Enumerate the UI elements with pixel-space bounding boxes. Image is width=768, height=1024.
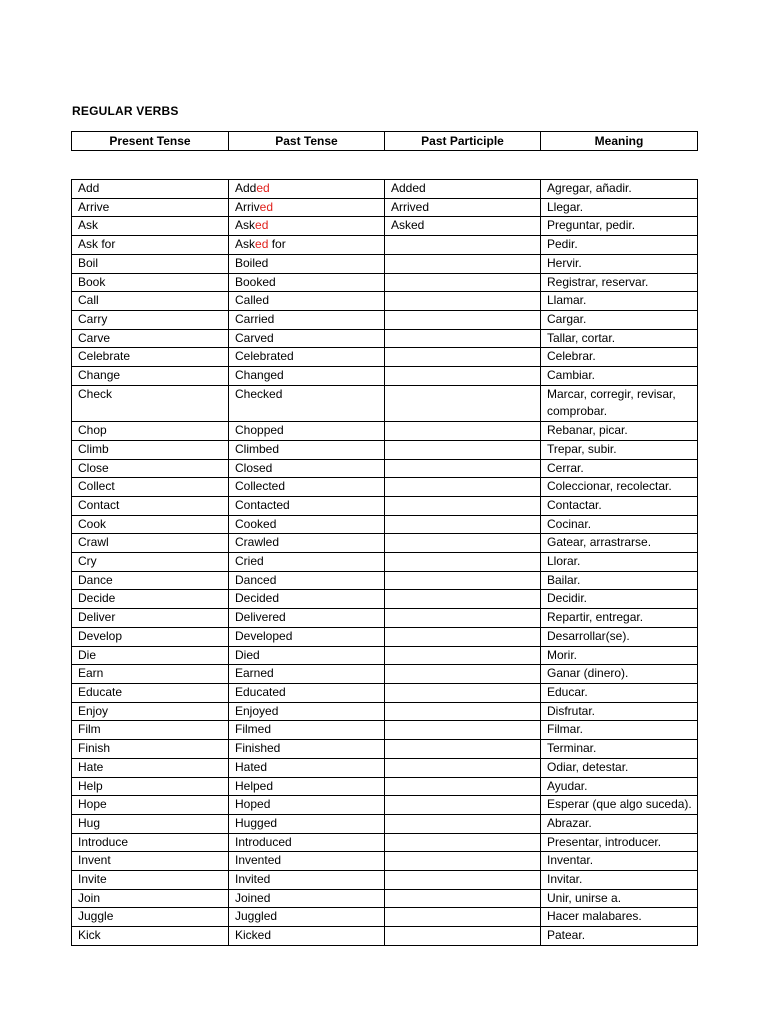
past-participle-cell bbox=[385, 796, 541, 815]
meaning-cell: Disfrutar. bbox=[541, 702, 698, 721]
table-row bbox=[72, 292, 698, 311]
table-row bbox=[72, 385, 698, 421]
table-row bbox=[72, 440, 698, 459]
present-tense-cell: Introduce bbox=[72, 833, 229, 852]
past-tense-stem: Developed bbox=[235, 628, 293, 643]
table-row bbox=[72, 683, 698, 702]
past-participle-cell bbox=[385, 627, 541, 646]
present-tense-cell: Educate bbox=[72, 683, 229, 702]
meaning-cell: Presentar, introducer. bbox=[541, 833, 698, 852]
meaning-cell: Bailar. bbox=[541, 571, 698, 590]
past-tense-stem: Add bbox=[235, 181, 257, 195]
table-row bbox=[72, 254, 698, 273]
present-tense-cell: Chop bbox=[72, 422, 229, 441]
past-participle-cell bbox=[385, 852, 541, 871]
past-participle-cell bbox=[385, 422, 541, 441]
past-tense-cell bbox=[229, 665, 385, 684]
present-tense-cell: Check bbox=[72, 385, 229, 421]
past-participle-cell: Asked bbox=[385, 217, 541, 236]
past-tense-cell bbox=[229, 198, 385, 217]
table-row bbox=[72, 571, 698, 590]
past-tense-stem: Finished bbox=[235, 741, 281, 756]
past-tense-cell bbox=[229, 348, 385, 367]
past-tense-cell bbox=[229, 740, 385, 759]
past-tense-stem: Collected bbox=[235, 479, 286, 494]
past-tense-stem: Invited bbox=[235, 872, 271, 887]
past-tense-stem: Climbed bbox=[235, 441, 280, 456]
table-row bbox=[72, 646, 698, 665]
present-tense-cell: Call bbox=[72, 292, 229, 311]
present-tense-cell: Hug bbox=[72, 814, 229, 833]
meaning-cell: Llorar. bbox=[541, 553, 698, 572]
present-tense-cell: Cook bbox=[72, 515, 229, 534]
present-tense-cell: Climb bbox=[72, 440, 229, 459]
table-row bbox=[72, 217, 698, 236]
past-tense-stem: Checked bbox=[235, 386, 283, 401]
past-participle-cell bbox=[385, 440, 541, 459]
meaning-cell: Contactar. bbox=[541, 496, 698, 515]
present-tense-cell: Book bbox=[72, 273, 229, 292]
document-title: REGULAR VERBS bbox=[72, 104, 179, 118]
past-tense-cell bbox=[229, 833, 385, 852]
meaning-cell: Cocinar. bbox=[541, 515, 698, 534]
meaning-cell: Coleccionar, recolectar. bbox=[541, 478, 698, 497]
meaning-cell: Esperar (que algo suceda). bbox=[541, 796, 698, 815]
meaning-cell: Ayudar. bbox=[541, 777, 698, 796]
table-row bbox=[72, 665, 698, 684]
past-tense-cell bbox=[229, 367, 385, 386]
meaning-cell: Registrar, reservar. bbox=[541, 273, 698, 292]
past-participle-cell bbox=[385, 367, 541, 386]
table-row bbox=[72, 758, 698, 777]
past-participle-cell: Added bbox=[385, 180, 541, 199]
meaning-cell: Patear. bbox=[541, 927, 698, 946]
present-tense-cell: Enjoy bbox=[72, 702, 229, 721]
past-tense-stem: Arriv bbox=[235, 199, 260, 214]
past-tense-stem: Invented bbox=[235, 853, 282, 868]
present-tense-cell: Decide bbox=[72, 590, 229, 609]
past-tense-stem: Filmed bbox=[235, 722, 272, 737]
present-tense-cell: Collect bbox=[72, 478, 229, 497]
past-participle-cell bbox=[385, 273, 541, 292]
table-row bbox=[72, 702, 698, 721]
past-participle-cell bbox=[385, 777, 541, 796]
table-row bbox=[72, 889, 698, 908]
header-past-tense: Past Tense bbox=[229, 132, 385, 151]
present-tense-cell: Celebrate bbox=[72, 348, 229, 367]
past-tense-stem: Danced bbox=[235, 572, 277, 587]
meaning-cell: Hacer malabares. bbox=[541, 908, 698, 927]
past-tense-stem: Kicked bbox=[235, 928, 272, 943]
meaning-cell: Cargar. bbox=[541, 310, 698, 329]
table-row bbox=[72, 833, 698, 852]
table-row bbox=[72, 459, 698, 478]
past-participle-cell bbox=[385, 571, 541, 590]
verb-table bbox=[71, 179, 698, 946]
past-participle-cell bbox=[385, 534, 541, 553]
present-tense-cell: Juggle bbox=[72, 908, 229, 927]
table-row bbox=[72, 329, 698, 348]
past-participle-cell bbox=[385, 646, 541, 665]
meaning-cell: Odiar, detestar. bbox=[541, 758, 698, 777]
present-tense-cell: Help bbox=[72, 777, 229, 796]
past-tense-stem: Chopped bbox=[235, 423, 284, 438]
past-participle-cell bbox=[385, 590, 541, 609]
table-row bbox=[72, 553, 698, 572]
past-tense-cell bbox=[229, 814, 385, 833]
past-tense-cell bbox=[229, 702, 385, 721]
table-row bbox=[72, 515, 698, 534]
meaning-cell: Morir. bbox=[541, 646, 698, 665]
past-tense-cell bbox=[229, 927, 385, 946]
past-tense-stem: Hugged bbox=[235, 815, 278, 830]
table-row bbox=[72, 478, 698, 497]
past-participle-cell bbox=[385, 553, 541, 572]
past-tense-cell bbox=[229, 292, 385, 311]
past-tense-stem: Changed bbox=[235, 368, 284, 383]
table-row bbox=[72, 740, 698, 759]
present-tense-cell: Crawl bbox=[72, 534, 229, 553]
past-participle-cell bbox=[385, 871, 541, 890]
meaning-cell: Invitar. bbox=[541, 871, 698, 890]
past-tense-stem: Delivered bbox=[235, 610, 286, 625]
past-tense-cell bbox=[229, 889, 385, 908]
meaning-cell: Llamar. bbox=[541, 292, 698, 311]
table-row bbox=[72, 908, 698, 927]
past-tense-stem: Celebrated bbox=[235, 349, 294, 364]
present-tense-cell: Change bbox=[72, 367, 229, 386]
table-row bbox=[72, 496, 698, 515]
header-present-tense: Present Tense bbox=[72, 132, 229, 151]
meaning-cell: Rebanar, picar. bbox=[541, 422, 698, 441]
past-participle-cell bbox=[385, 236, 541, 255]
past-tense-stem: Cooked bbox=[235, 516, 277, 531]
present-tense-cell: Join bbox=[72, 889, 229, 908]
past-tense-stem: Earned bbox=[235, 666, 274, 681]
meaning-cell: Trepar, subir. bbox=[541, 440, 698, 459]
past-tense-suffix: ed bbox=[256, 181, 270, 195]
past-tense-stem: Enjoyed bbox=[235, 703, 279, 718]
past-tense-suffix: ed bbox=[255, 237, 269, 252]
table-row bbox=[72, 348, 698, 367]
past-tense-cell bbox=[229, 908, 385, 927]
present-tense-cell: Invite bbox=[72, 871, 229, 890]
present-tense-cell: Arrive bbox=[72, 198, 229, 217]
header-past-participle: Past Participle bbox=[385, 132, 541, 151]
past-tense-cell bbox=[229, 758, 385, 777]
past-tense-stem: Called bbox=[235, 293, 270, 308]
past-tense-cell bbox=[229, 310, 385, 329]
past-tense-cell bbox=[229, 777, 385, 796]
present-tense-cell: Ask for bbox=[72, 236, 229, 255]
meaning-cell: Repartir, entregar. bbox=[541, 609, 698, 628]
past-tense-cell bbox=[229, 273, 385, 292]
past-tense-cell bbox=[229, 515, 385, 534]
past-tense-stem: Hated bbox=[235, 759, 268, 774]
past-participle-cell: Arrived bbox=[385, 198, 541, 217]
present-tense-cell: Contact bbox=[72, 496, 229, 515]
meaning-cell: Agregar, añadir. bbox=[541, 180, 698, 199]
past-tense-cell bbox=[229, 180, 385, 199]
past-tense-cell bbox=[229, 496, 385, 515]
present-tense-cell: Dance bbox=[72, 571, 229, 590]
past-tense-cell bbox=[229, 627, 385, 646]
past-tense-stem: Joined bbox=[235, 890, 271, 905]
present-tense-cell: Boil bbox=[72, 254, 229, 273]
past-tense-cell bbox=[229, 683, 385, 702]
past-tense-stem: Hoped bbox=[235, 797, 271, 812]
past-tense-cell bbox=[229, 553, 385, 572]
meaning-cell: Unir, unirse a. bbox=[541, 889, 698, 908]
past-tense-cell bbox=[229, 871, 385, 890]
meaning-cell: Tallar, cortar. bbox=[541, 329, 698, 348]
table-row bbox=[72, 534, 698, 553]
table-row bbox=[72, 198, 698, 217]
meaning-cell: Gatear, arrastrarse. bbox=[541, 534, 698, 553]
table-row bbox=[72, 627, 698, 646]
table-row bbox=[72, 852, 698, 871]
past-tense-stem: Helped bbox=[235, 778, 274, 793]
past-tense-stem: Died bbox=[235, 647, 260, 662]
past-participle-cell bbox=[385, 515, 541, 534]
meaning-cell: Abrazar. bbox=[541, 814, 698, 833]
past-participle-cell bbox=[385, 665, 541, 684]
past-tense-stem: Decided bbox=[235, 591, 280, 606]
past-participle-cell bbox=[385, 609, 541, 628]
header-meaning: Meaning bbox=[541, 132, 698, 151]
past-tense-stem: Cried bbox=[235, 554, 264, 569]
table-row bbox=[72, 273, 698, 292]
past-participle-cell bbox=[385, 702, 541, 721]
meaning-cell: Educar. bbox=[541, 683, 698, 702]
meaning-cell: Pedir. bbox=[541, 236, 698, 255]
present-tense-cell: Deliver bbox=[72, 609, 229, 628]
present-tense-cell: Earn bbox=[72, 665, 229, 684]
meaning-cell: Hervir. bbox=[541, 254, 698, 273]
past-tense-stem: Contacted bbox=[235, 497, 290, 512]
past-tense-stem: Ask bbox=[235, 218, 256, 233]
past-tense-stem: Boiled bbox=[235, 255, 269, 270]
present-tense-cell: Hate bbox=[72, 758, 229, 777]
table-row bbox=[72, 814, 698, 833]
past-participle-cell bbox=[385, 683, 541, 702]
meaning-cell: Terminar. bbox=[541, 740, 698, 759]
meaning-cell: Filmar. bbox=[541, 721, 698, 740]
past-tense-cell bbox=[229, 478, 385, 497]
past-participle-cell bbox=[385, 889, 541, 908]
table-row bbox=[72, 871, 698, 890]
table-row bbox=[72, 590, 698, 609]
table-row bbox=[72, 236, 698, 255]
past-tense-cell bbox=[229, 590, 385, 609]
past-participle-cell bbox=[385, 478, 541, 497]
present-tense-cell: Cry bbox=[72, 553, 229, 572]
past-tense-stem: Juggled bbox=[235, 909, 278, 924]
meaning-cell: Desarrollar(se). bbox=[541, 627, 698, 646]
present-tense-cell: Develop bbox=[72, 627, 229, 646]
table-row bbox=[72, 180, 698, 199]
past-participle-cell bbox=[385, 310, 541, 329]
meaning-cell: Llegar. bbox=[541, 198, 698, 217]
header-row bbox=[72, 132, 698, 151]
table-row bbox=[72, 367, 698, 386]
present-tense-cell: Close bbox=[72, 459, 229, 478]
past-tense-suffix: ed bbox=[259, 199, 274, 214]
past-tense-stem: Introduced bbox=[235, 834, 292, 849]
table-row bbox=[72, 422, 698, 441]
past-tense-stem: Booked bbox=[235, 274, 276, 289]
past-participle-cell bbox=[385, 496, 541, 515]
past-tense-suffix: ed bbox=[255, 218, 269, 233]
meaning-cell: Celebrar. bbox=[541, 348, 698, 367]
meaning-cell: Cerrar. bbox=[541, 459, 698, 478]
past-tense-cell bbox=[229, 796, 385, 815]
past-participle-cell bbox=[385, 927, 541, 946]
past-tense-cell bbox=[229, 646, 385, 665]
table-row bbox=[72, 310, 698, 329]
table-row bbox=[72, 721, 698, 740]
meaning-cell: Marcar, corregir, revisar, comprobar. bbox=[541, 385, 698, 421]
present-tense-cell: Finish bbox=[72, 740, 229, 759]
past-participle-cell bbox=[385, 459, 541, 478]
past-tense-rest: for bbox=[268, 237, 286, 252]
past-tense-cell bbox=[229, 385, 385, 421]
table-row bbox=[72, 927, 698, 946]
past-participle-cell bbox=[385, 908, 541, 927]
meaning-cell: Inventar. bbox=[541, 852, 698, 871]
past-participle-cell bbox=[385, 329, 541, 348]
past-participle-cell bbox=[385, 740, 541, 759]
present-tense-cell: Carry bbox=[72, 310, 229, 329]
table-row bbox=[72, 796, 698, 815]
past-tense-cell bbox=[229, 254, 385, 273]
meaning-cell: Cambiar. bbox=[541, 367, 698, 386]
past-tense-cell bbox=[229, 422, 385, 441]
past-tense-stem: Ask bbox=[235, 237, 256, 252]
meaning-cell: Preguntar, pedir. bbox=[541, 217, 698, 236]
present-tense-cell: Hope bbox=[72, 796, 229, 815]
meaning-cell: Decidir. bbox=[541, 590, 698, 609]
past-tense-cell bbox=[229, 440, 385, 459]
past-tense-cell bbox=[229, 329, 385, 348]
present-tense-cell: Ask bbox=[72, 217, 229, 236]
present-tense-cell: Add bbox=[72, 180, 229, 199]
past-tense-stem: Educated bbox=[235, 684, 286, 699]
present-tense-cell: Kick bbox=[72, 927, 229, 946]
present-tense-cell: Carve bbox=[72, 329, 229, 348]
past-participle-cell bbox=[385, 721, 541, 740]
table-row bbox=[72, 609, 698, 628]
past-tense-cell bbox=[229, 609, 385, 628]
past-tense-cell bbox=[229, 217, 385, 236]
past-tense-stem: Carried bbox=[235, 311, 275, 326]
past-participle-cell bbox=[385, 833, 541, 852]
past-tense-stem: Crawled bbox=[235, 535, 280, 550]
past-participle-cell bbox=[385, 292, 541, 311]
past-tense-cell bbox=[229, 571, 385, 590]
present-tense-cell: Die bbox=[72, 646, 229, 665]
past-participle-cell bbox=[385, 814, 541, 833]
past-tense-stem: Closed bbox=[235, 460, 273, 475]
present-tense-cell: Invent bbox=[72, 852, 229, 871]
past-tense-stem: Carved bbox=[235, 330, 274, 345]
past-tense-cell bbox=[229, 459, 385, 478]
past-participle-cell bbox=[385, 254, 541, 273]
past-tense-cell bbox=[229, 534, 385, 553]
column-header-table bbox=[71, 131, 698, 151]
past-tense-cell bbox=[229, 852, 385, 871]
past-participle-cell bbox=[385, 348, 541, 367]
table-row bbox=[72, 777, 698, 796]
meaning-cell: Ganar (dinero). bbox=[541, 665, 698, 684]
past-participle-cell bbox=[385, 758, 541, 777]
past-tense-cell bbox=[229, 236, 385, 255]
past-participle-cell bbox=[385, 385, 541, 421]
present-tense-cell: Film bbox=[72, 721, 229, 740]
past-tense-cell bbox=[229, 721, 385, 740]
